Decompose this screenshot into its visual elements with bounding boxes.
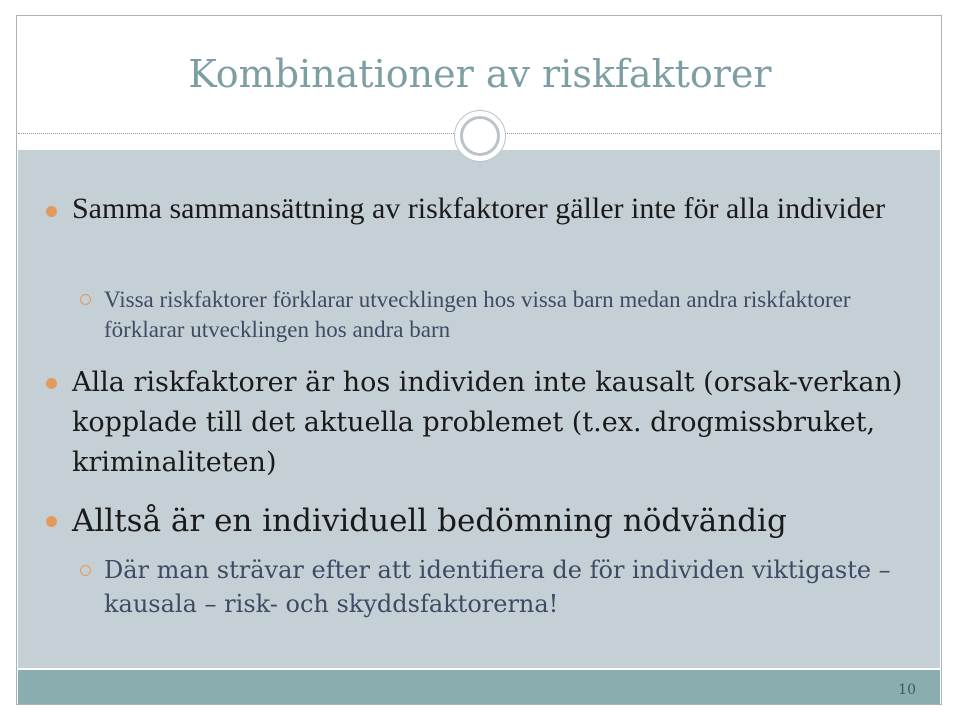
bullet-1 xyxy=(72,190,917,228)
bullet-2-text: Alla riskfaktorer är hos individen inte kausalt (orsak-verkan) kopplade till det aktuella problemet (t.ex. drogmissbruket, kriminaliteten) xyxy=(72,367,903,478)
sub-bullet-1-text: Vissa riskfaktorer förklarar utvecklingen hos vissa barn medan andra riskfaktorer förklarar utvecklingen hos andra barn xyxy=(104,287,851,342)
bullet-2 xyxy=(72,363,917,483)
bullet-dot-icon xyxy=(46,378,57,389)
sub-bullet-ring-icon xyxy=(80,565,91,576)
header-ornament-icon xyxy=(454,110,506,162)
bullet-1-text: Samma sammansättning av riskfaktorer gäller inte för alla individer xyxy=(72,192,886,225)
footer-bar xyxy=(18,670,940,704)
sub-bullet-2-text: Där man strävar efter att identifiera de för individen viktigaste – kausala – risk- och skyddsfaktorerna! xyxy=(104,556,891,618)
bullet-dot-icon xyxy=(46,516,57,527)
page-number: 10 xyxy=(898,682,916,698)
sub-bullet-1 xyxy=(104,285,919,345)
bullet-3 xyxy=(72,501,917,541)
bullet-dot-icon xyxy=(46,206,57,217)
slide-title: Kombinationer av riskfaktorer xyxy=(188,52,772,96)
sub-bullet-ring-icon xyxy=(80,294,91,305)
sub-bullet-2 xyxy=(104,553,919,621)
bullet-3-text: Alltså är en individuell bedömning nödvändig xyxy=(72,503,787,539)
ornament-ring xyxy=(460,116,500,156)
